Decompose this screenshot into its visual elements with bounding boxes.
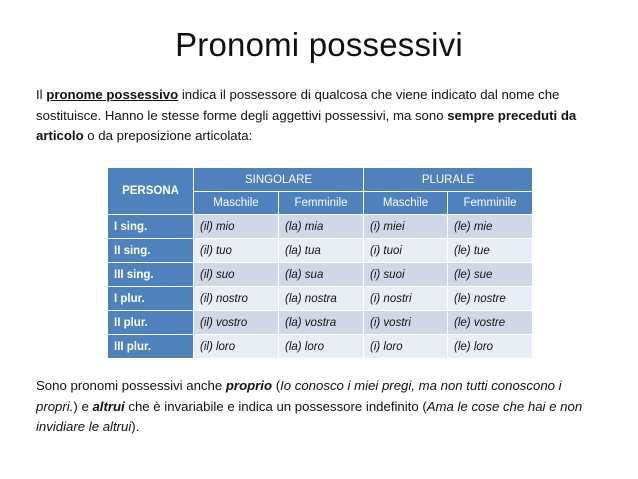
table-cell: (le) nostre xyxy=(448,287,533,311)
table-cell: (i) vostri xyxy=(364,311,448,335)
table-cell: (il) mio xyxy=(194,215,279,239)
outro-paragraph: Sono pronomi possessivi anche proprio (Io conosco i miei pregi, ma non tutti conoscono i propri.) e altrui che è invariabile e indica un possessore indefinito (Ama le cose che hai e non invidiare le altrui). xyxy=(36,378,583,434)
term-sempre-preceduti: sempre preceduti da articolo xyxy=(36,107,577,143)
table-cell: (le) mie xyxy=(448,215,533,239)
example-proprio: Io conosco i miei pregi, ma non tutti conoscono i propri. xyxy=(36,378,562,414)
subheader-maschile-plur: Maschile xyxy=(364,192,448,215)
row-persona: I sing. xyxy=(108,215,194,239)
subheader-femminile-sing: Femminile xyxy=(279,192,364,215)
header-singolare: SINGOLARE xyxy=(194,168,364,192)
example-altrui: Ama le cose che hai e non invidiare le altrui xyxy=(36,398,583,434)
page-title: Pronomi possessivi xyxy=(175,26,463,63)
possessive-pronouns-table xyxy=(107,167,533,359)
table-cell: (i) tuoi xyxy=(364,239,448,263)
row-persona: III plur. xyxy=(108,335,194,359)
subheader-femminile-plur: Femminile xyxy=(448,192,533,215)
table-row xyxy=(108,287,533,311)
intro-paragraph: Il pronome possessivo indica il possessore di qualcosa che viene indicato dal nome che sostituisce. Hanno le stesse forme degli aggettivi possessivi, ma sono sempre preceduti da articolo o da preposizione articolata: xyxy=(36,87,577,143)
table-cell: (i) miei xyxy=(364,215,448,239)
row-persona: I plur. xyxy=(108,287,194,311)
table-cell: (il) nostro xyxy=(194,287,279,311)
table-cell: (la) nostra xyxy=(279,287,364,311)
header-persona: PERSONA xyxy=(108,168,194,215)
table-row xyxy=(108,335,533,359)
term-altrui: altrui xyxy=(92,398,125,414)
subheader-maschile-sing: Maschile xyxy=(194,192,279,215)
table-cell: (le) sue xyxy=(448,263,533,287)
table-cell: (il) vostro xyxy=(194,311,279,335)
table-cell: (le) loro xyxy=(448,335,533,359)
table-row xyxy=(108,215,533,239)
table-cell: (i) suoi xyxy=(364,263,448,287)
row-persona: III sing. xyxy=(108,263,194,287)
table-row xyxy=(108,263,533,287)
table-cell: (la) loro xyxy=(279,335,364,359)
table-row xyxy=(108,239,533,263)
table-cell: (la) vostra xyxy=(279,311,364,335)
row-persona: II plur. xyxy=(108,311,194,335)
table-row xyxy=(108,311,533,335)
table-cell: (la) sua xyxy=(279,263,364,287)
table-cell: (la) tua xyxy=(279,239,364,263)
term-pronome-possessivo: pronome possessivo xyxy=(46,87,179,102)
header-plurale: PLURALE xyxy=(364,168,533,192)
table-cell: (le) tue xyxy=(448,239,533,263)
term-proprio: proprio xyxy=(225,378,273,393)
table-cell: (i) nostri xyxy=(364,287,448,311)
table-cell: (i) loro xyxy=(364,335,448,359)
table-cell: (il) tuo xyxy=(194,239,279,263)
table-cell: (la) mia xyxy=(279,215,364,239)
row-persona: II sing. xyxy=(108,239,194,263)
table-cell: (le) vostre xyxy=(448,311,533,335)
table-cell: (il) loro xyxy=(194,335,279,359)
table-cell: (il) suo xyxy=(194,263,279,287)
